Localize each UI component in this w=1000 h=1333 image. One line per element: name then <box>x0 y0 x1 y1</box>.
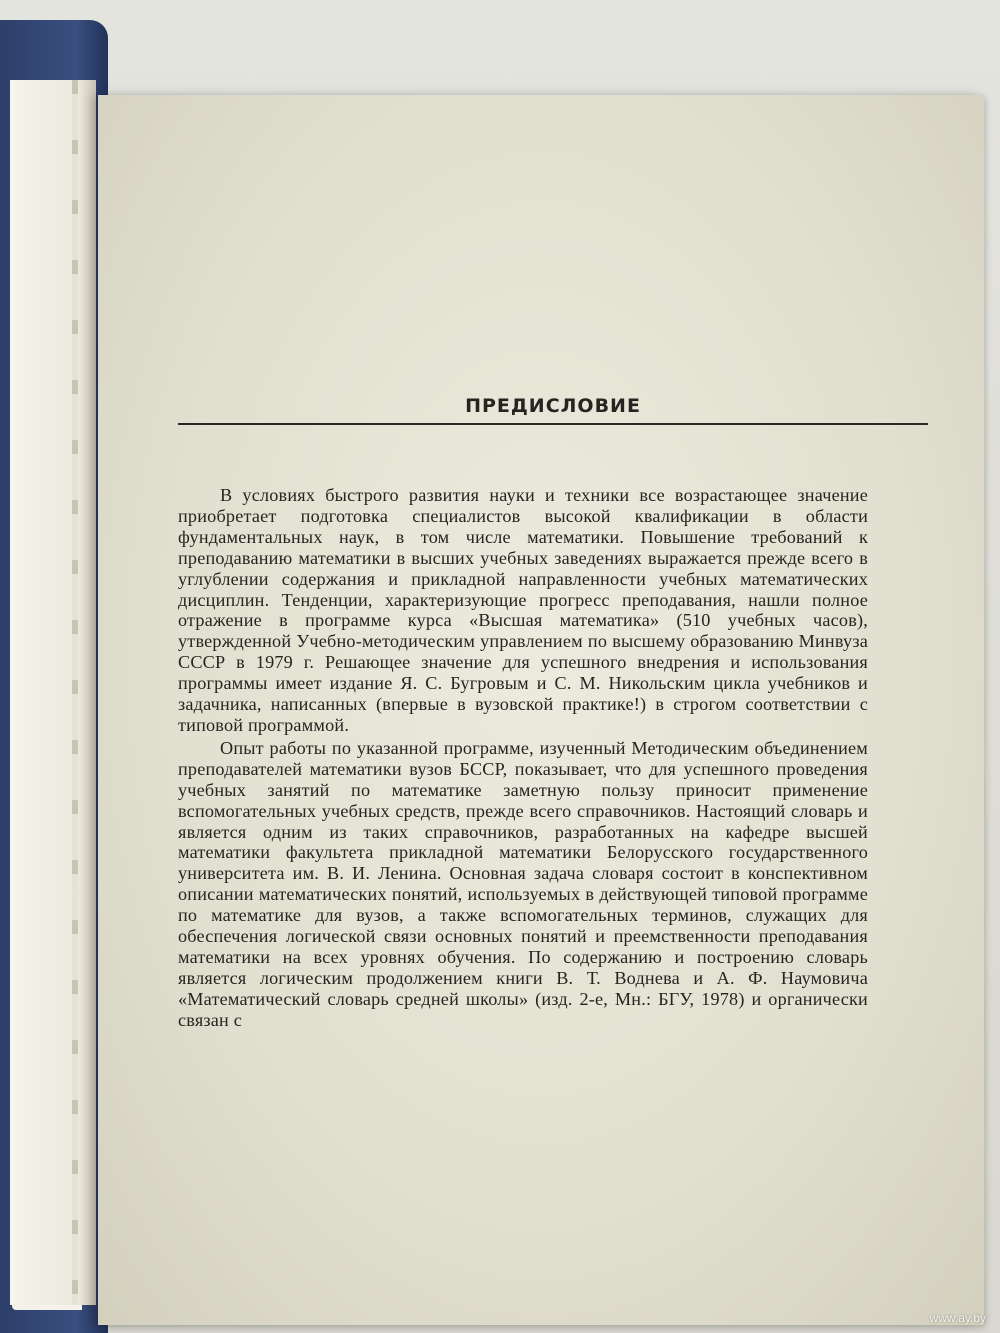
paragraph-1: В условиях быстрого развития науки и техники все возрастающее значение приобретает подготовка специалистов высокой квалификации в области фундаментальных наук, в том числе математики. Повышение требований к преподаванию математики в высших учебных заведениях выражается прежде всего в углублении содержания и прикладной направленности учебных математических дисциплин. Тенденции, характеризующие прогресс преподавания, нашли полное отражение в программе курса «Высшая математика» (510 учебных часов), утвержденной Учебно-методическим управлением по высшему образованию Минвуза СССР в 1979 г. Решающее значение для успешного внедрения и использования программы имеет издание Я. С. Бугровым и С. М. Никольским цикла учебников и задачника, написанных (впервые в вузовской практике!) в строгом соответствии с типовой программой. <box>178 485 868 735</box>
paragraph-2: Опыт работы по указанной программе, изученный Методическим объединением преподавателей математики вузов БССР, показывает, что для успешного проведения учебных занятий по математике заметную пользу приносит применение вспомогательных учебных средств, прежде всего справочников. Настоящий словарь и является одним из таких справочников, разработанных на кафедре высшей математики факультета прикладной математики Белорусского государственного университета им. В. И. Ленина. Основная задача словаря состоит в конспективном описании математических понятий, используемых в действующей типовой программе по математике для вузов, а также вспомогательных терминов, служащих для обеспечения логической связи основных понятий и преемственности преподавания математики на всех уровнях обучения. По содержанию и построению словарь является логическим продолжением книги В. Т. Воднева и А. Ф. Наумовича «Математический словарь средней школы» (изд. 2-е, Мн.: БГУ, 1978) и органически связан с <box>178 737 868 1030</box>
title-rule <box>178 423 928 425</box>
page-title: ПРЕДИСЛОВИЕ <box>465 395 641 417</box>
page-content <box>178 395 938 1031</box>
site-watermark: www.ay.by <box>929 1311 986 1325</box>
book-binding-gutter <box>72 80 78 1305</box>
book-page <box>98 95 984 1325</box>
end-paper <box>10 80 96 1305</box>
